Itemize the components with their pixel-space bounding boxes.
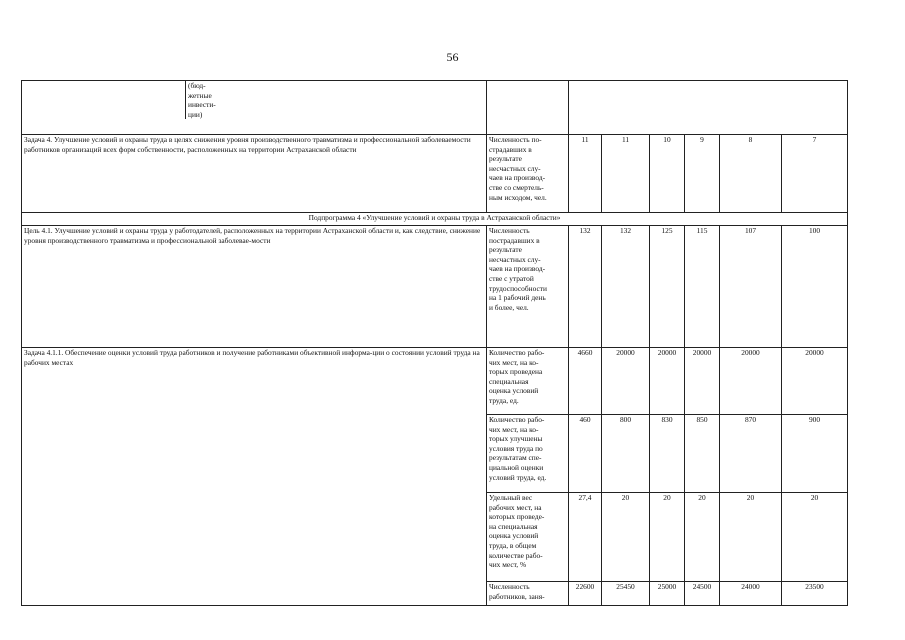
- goal-4-1-row: [22, 226, 848, 348]
- task-4-1-1-ind2-value-5: 870: [720, 415, 782, 493]
- task-4-1-1-indicator-4: Численность работников, заня-: [487, 582, 569, 606]
- task-4-1-1-ind1-value-4: 20000: [685, 348, 720, 415]
- subprogram-title: Подпрограмма 4 «Улучшение условий и охраны труда в Астраханской области»: [22, 213, 848, 226]
- goal-4-1-value-6: 100: [782, 226, 848, 348]
- task-4-1-1-ind4-value-3: 25000: [650, 582, 685, 606]
- task-4-1-1-ind3-value-5: 20: [720, 493, 782, 582]
- task-4-value-4: 9: [685, 135, 720, 213]
- task-4-1-1-ind4-value-4: 24500: [685, 582, 720, 606]
- task-4-1-1-ind1-value-6: 20000: [782, 348, 848, 415]
- task-4-row: [22, 135, 848, 213]
- task-4-value-6: 7: [782, 135, 848, 213]
- task-4-value-1: 11: [569, 135, 602, 213]
- task-4-1-1-ind3-value-2: 20: [602, 493, 650, 582]
- task-4-value-3: 10: [650, 135, 685, 213]
- task-4-1-1-indicator-3: Удельный вес рабочих мест, на которых проведе- на специальная оценка условий труда, в общем количестве рабо- чих мест, %: [487, 493, 569, 582]
- goal-4-1-indicator: Численность пострадавших в результате несчастных слу- чаев на производ- стве с утратой трудоспособности на 1 рабочий день и более, чел.: [487, 226, 569, 348]
- task-4-1-1-ind3-value-4: 20: [685, 493, 720, 582]
- task-4-1-1-ind4-value-2: 25450: [602, 582, 650, 606]
- task-4-1-1-row-1: [22, 348, 848, 415]
- task-4-value-2: 11: [602, 135, 650, 213]
- task-4-1-1-ind2-value-1: 460: [569, 415, 602, 493]
- task-4-1-1-ind1-value-1: 4660: [569, 348, 602, 415]
- task-4-1-1-ind2-value-4: 850: [685, 415, 720, 493]
- page-number: 56: [446, 50, 459, 64]
- goal-4-1-value-1: 132: [569, 226, 602, 348]
- goal-4-1-text: Цель 4.1. Улучшение условий и охраны труда у работодателей, расположенных на территории Астраханской области и, как следствие, снижение уровня производственного травматизма и профессиональной заболевае-мости: [22, 226, 487, 348]
- goal-4-1-value-2: 132: [602, 226, 650, 348]
- task-4-1-1-indicator-1: Количество рабо- чих мест, на ко- торых проведена специальная оценка условий труда, ед.: [487, 348, 569, 415]
- subprogram-row: [22, 213, 848, 226]
- task-4-1-1-ind3-value-1: 27,4: [569, 493, 602, 582]
- task-4-value-5: 8: [720, 135, 782, 213]
- task-4-1-1-ind2-value-6: 900: [782, 415, 848, 493]
- task-4-1-1-ind1-value-2: 20000: [602, 348, 650, 415]
- task-4-1-1-ind3-value-3: 20: [650, 493, 685, 582]
- task-4-1-1-indicator-2: Количество рабо- чих мест, на ко- торых улучшены условия труда по результатам спе- циальной оценки условий труда, ед.: [487, 415, 569, 493]
- task-4-1-1-ind2-value-3: 830: [650, 415, 685, 493]
- goal-4-1-value-4: 115: [685, 226, 720, 348]
- task-4-1-1-ind3-value-6: 20: [782, 493, 848, 582]
- task-4-text: Задача 4. Улучшение условий и охраны труда в целях снижения уровня производственного травматизма и профессиональной заболеваемости работников организаций всех форм собственности, расположенных на территории Астраханской области: [22, 135, 487, 213]
- task-4-1-1-ind2-value-2: 800: [602, 415, 650, 493]
- task-4-indicator: Численность по- страдавших в результате несчастных слу- чаев на производ- стве со смертель- ным исходом, чел.: [487, 135, 569, 213]
- goal-4-1-value-3: 125: [650, 226, 685, 348]
- task-4-1-1-ind1-value-3: 20000: [650, 348, 685, 415]
- task-4-1-1-ind4-value-6: 23500: [782, 582, 848, 606]
- budget-investments-label: (бюд- жетные инвести- ции): [185, 81, 227, 119]
- task-4-1-1-ind1-value-5: 20000: [720, 348, 782, 415]
- header-row: [22, 81, 848, 135]
- task-4-1-1-text: Задача 4.1.1. Обеспечение оценки условий труда работников и получение работниками объективной информа-ции о состоянии условий труда на рабочих местах: [22, 348, 487, 606]
- program-table: [21, 80, 848, 606]
- task-4-1-1-ind4-value-1: 22600: [569, 582, 602, 606]
- goal-4-1-value-5: 107: [720, 226, 782, 348]
- task-4-1-1-ind4-value-5: 24000: [720, 582, 782, 606]
